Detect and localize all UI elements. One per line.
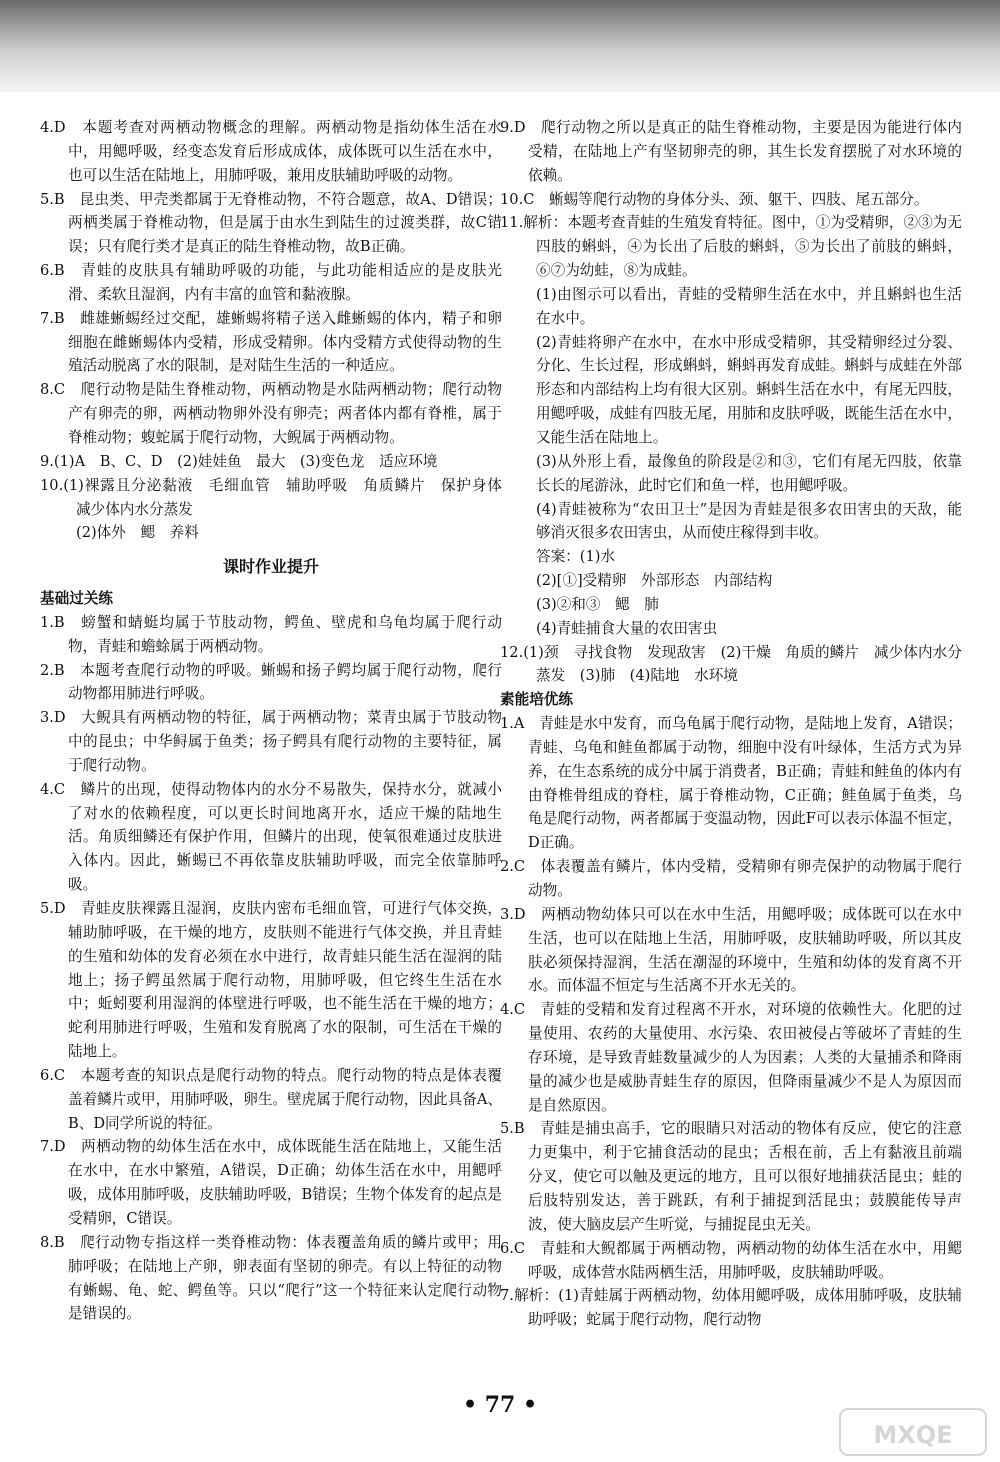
right-answers-block <box>500 116 962 688</box>
answer-item: 2.B 本题考查爬行动物的呼吸。蜥蜴和扬子鳄均属于爬行动物，爬行动物都用肺进行呼吸。 <box>40 661 502 703</box>
answer-item: 12.(1)颈 寻找食物 发现敌害 (2)干燥 角质的鳞片 减少体内水分蒸发 (3)肺 (4)陆地 水环境 <box>500 643 962 685</box>
answer-item: 7.B 雌雄蜥蜴经过交配，雄蜥蜴将精子送入雌蜥蜴的体内，精子和卵细胞在雌蜥蜴体内受精，形成受精卵。体内受精方式使得动物的生殖活动脱离了水的限制，是对陆生生活的一种适应。 <box>40 309 502 375</box>
left-basic-answers-block <box>40 611 502 1326</box>
answer-item: 4.D 本题考查对两栖动物概念的理解。两栖动物是指幼体生活在水中，用鳃呼吸，经变态发育后形成成体，成体既可以生活在水中，也可以生活在陆地上，用肺呼吸，兼用皮肤辅助呼吸的动物。 <box>40 119 502 184</box>
answer-item: 3.D 两栖动物幼体只可以在水中生活，用鳃呼吸；成体既可以在水中生活，也可以在陆地上生活，用肺呼吸，皮肤辅助呼吸，所以其皮肤必须保持湿润，生活在潮湿的环境中，生殖和幼体的发育离不开水。而体温不恒定与生活离不开水无关的。 <box>500 905 962 995</box>
watermark-logo <box>838 1405 988 1460</box>
answer-item: 9.D 爬行动物之所以是真正的陆生脊椎动物，主要是因为能进行体内受精，在陆地上产有坚韧卵壳的卵，其生长发育摆脱了对水环境的依赖。 <box>500 119 962 184</box>
scan-top-shadow <box>0 0 1000 92</box>
left-column <box>40 116 517 1326</box>
answer-item: 8.B 爬行动物专指这样一类脊椎动物：体表覆盖角质的鳞片或甲；用肺呼吸；在陆地上产卵，卵表面有坚韧的卵壳。有以上特征的动物有蜥蜴、龟、蛇、鳄鱼等。只以“爬行”这一个特征来认定爬行动物是错误的。 <box>40 1233 502 1323</box>
answer-item: 答案：(1)水 <box>536 548 616 566</box>
right-advanced-answers-block <box>500 712 962 1332</box>
answer-item: 5.B 青蛙是捕虫高手，它的眼睛只对活动的物体有反应，使它的注意力更集中，利于它捕食活动的昆虫；舌根在前，舌上有黏液且前端分叉，使它可以触及更远的地方，且可以很好地捕获活昆虫；蛙的后肢特别发达，善于跳跃，有利于捕捉到活昆虫；鼓膜能传导声波，使大脑皮层产生听觉，与捕捉昆虫无关。 <box>500 1120 962 1233</box>
page-number: • 77 • <box>462 1392 538 1418</box>
answer-item: (2)青蛙将卵产在水中，在水中形成受精卵，其受精卵经过分裂、分化、生长过程，形成蝌蚪，蝌蚪再发育成蛙。蝌蚪与成蛙在外部形态和内部结构上均有很大区别。蝌蚪生活在水中，有尾无四肢，用鳃呼吸，成蛙有四肢无尾，用肺和皮肤呼吸，既能生活在水中，又能生活在陆地上。 <box>536 333 962 446</box>
left-answers-block <box>40 116 517 545</box>
answer-item: 7.D 两栖动物的幼体生活在水中，成体既能生活在陆地上，又能生活在水中，在水中繁殖，A错误，D正确；幼体生活在水中，用鳃呼吸，成体用肺呼吸，皮肤辅助呼吸，B错误；生物个体发育的起点是受精卵，C错误。 <box>40 1138 502 1227</box>
answer-item: 5.B 昆虫类、甲壳类都属于无脊椎动物，不符合题意，故A、D错误；两栖类属于脊椎动物，但是属于由水生到陆生的过渡类群，故C错误；只有爬行类才是真正的陆生脊椎动物，故B正确。 <box>40 190 502 256</box>
answer-item: 11.解析：本题考查青蛙的生殖发育特征。图中，①为受精卵，②③为无四肢的蝌蚪，④为长出了后肢的蝌蚪，⑤为长出了前肢的蝌蚪，⑥⑦为幼蛙，⑧为成蛙。 <box>500 214 962 280</box>
subsection-title-basic: 基础过关练 <box>40 590 113 608</box>
answer-item: (4)青蛙被称为“农田卫士”是因为青蛙是很多农田害虫的天敌，能够消灭很多农田害虫，从而使庄稼得到丰收。 <box>536 500 962 542</box>
answer-item: 3.D 大鲵具有两栖动物的特征，属于两栖动物；菜青虫属于节肢动物中的昆虫；中华鲟属于鱼类；扬子鳄具有爬行动物的主要特征，属于爬行动物。 <box>40 709 502 774</box>
section-title: 课时作业提升 <box>222 557 319 577</box>
answer-item: 2.C 体表覆盖有鳞片，体内受精，受精卵有卵壳保护的动物属于爬行动物。 <box>500 858 962 899</box>
answer-item: 4.C 鳞片的出现，使得动物体内的水分不易散失，保持水分，就减小了对水的依赖程度，可以更长时间地离开水，适应干燥的陆地生活。角质细鳞还有保护作用，但鳞片的出现，使氧很难通过皮肤进入体内。因此，蜥蜴已不再依靠皮肤辅助呼吸，而完全依靠肺呼吸。 <box>40 780 502 894</box>
answer-item: 10.C 蜥蜴等爬行动物的身体分头、颈、躯干、四肢、尾五部分。 <box>500 190 929 208</box>
answer-item: (3)②和③ 鳃 肺 <box>536 595 659 613</box>
answer-item: (4)青蛙捕食大量的农田害虫 <box>536 619 718 637</box>
answer-item: (1)由图示可以看出，青蛙的受精卵生活在水中，并且蝌蚪也生活在水中。 <box>536 285 962 327</box>
answer-item: 6.C 本题考查的知识点是爬行动物的特点。爬行动物的特点是体表覆盖着鳞片或甲，用肺呼吸，卵生。壁虎属于爬行动物，因此具备A、B、D同学所说的特征。 <box>40 1066 502 1132</box>
answer-item: (2)体外 鳃 养料 <box>76 524 199 542</box>
answer-item: 9.(1)A B、C、D (2)娃娃鱼 最大 (3)变色龙 适应环境 <box>40 452 438 470</box>
right-column <box>500 116 962 1332</box>
answer-item: 1.A 青蛙是水中发育，而乌龟属于爬行动物，是陆地上发育，A错误；青蛙、乌龟和鲑鱼都属于动物，细胞中没有叶绿体，生活方式为异养，在生态系统的成分中属于消费者，B正确；青蛙和鲑鱼的体内有由脊椎骨组成的脊柱，属于脊椎动物，C正确；鲑鱼属于鱼类，乌龟是爬行动物，两者都属于变温动物，因此F可以表示体温不恒定，D正确。 <box>500 715 962 852</box>
answer-item: 1.B 螃蟹和蜻蜓均属于节肢动物，鳄鱼、壁虎和乌龟均属于爬行动物，青蛙和蟾蜍属于两栖动物。 <box>40 613 502 655</box>
answer-item: 5.D 青蛙皮肤裸露且湿润，皮肤内密布毛细血管，可进行气体交换，辅助肺呼吸，在干燥的地方，皮肤则不能进行气体交换，并且青蛙的生殖和幼体的发育必须在水中进行，故青蛙只能生活在湿润的陆地上；扬子鳄虽然属于爬行动物，用肺呼吸，但它终生生活在水中；蚯蚓要利用湿润的体壁进行呼吸，也不能生活在干燥的地方；蛇利用肺进行呼吸，生殖和发育脱离了水的限制，可生活在干燥的陆地上。 <box>40 900 502 1061</box>
answer-item: 10.(1)裸露且分泌黏液 毛细血管 辅助呼吸 角质鳞片 保护身体 减少体内水分蒸发 <box>40 476 517 518</box>
answer-item: (2)[①]受精卵 外部形态 内部结构 <box>536 572 773 590</box>
answer-item: 4.C 青蛙的受精和发育过程离不开水，对环境的依赖性大。化肥的过量使用、农药的大量使用、水污染、农田被侵占等破坏了青蛙的生存环境，是导致青蛙数量减少的人为因素；人类的大量捕杀和降雨量的减少也是威胁青蛙生存的原因，但降雨量减少不是人为原因而是自然原因。 <box>500 1001 962 1114</box>
answer-item: 7.解析：(1)青蛙属于两栖动物，幼体用鳃呼吸，成体用肺呼吸，皮肤辅助呼吸；蛇属于爬行动物，爬行动物 <box>500 1287 962 1329</box>
answer-item: 8.C 爬行动物是陆生脊椎动物，两栖动物是水陆两栖动物；爬行动物产有卵壳的卵，两栖动物卵外没有卵壳；两者体内都有脊椎，属于脊椎动物；蝮蛇属于爬行动物，大鲵属于两栖动物。 <box>40 381 502 446</box>
subsection-title-advanced: 素能培优练 <box>500 691 573 709</box>
svg-text:MXQE: MXQE <box>873 1421 953 1449</box>
answer-item: 6.C 青蛙和大鲵都属于两栖动物，两栖动物的幼体生活在水中，用鳃呼吸，成体营水陆两栖生活，用肺呼吸，皮肤辅助呼吸。 <box>500 1239 962 1281</box>
answer-item: (3)从外形上看，最像鱼的阶段是②和③，它们有尾无四肢，依靠长长的尾游泳，此时它们和鱼一样，也用鳃呼吸。 <box>536 452 962 494</box>
answer-item: 6.B 青蛙的皮肤具有辅助呼吸的功能，与此功能相适应的是皮肤光滑、柔软且湿润，内有丰富的血管和黏液腺。 <box>40 262 502 303</box>
